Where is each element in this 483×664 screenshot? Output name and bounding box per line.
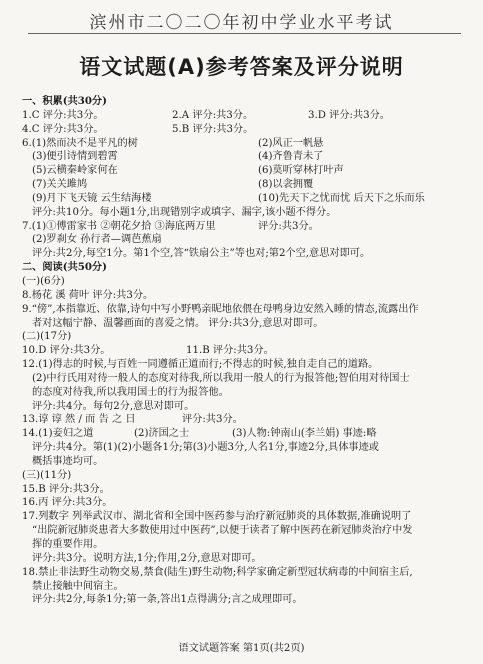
text-line: [22, 178, 469, 192]
page-footer: 语文试题答案 第1页(共2页): [178, 643, 305, 654]
text-column: (4)齐鲁青未了: [258, 151, 324, 163]
text-column: 5.B 评分:共3分。: [172, 123, 254, 135]
header-divider: [28, 33, 461, 34]
text-line: 评分:共3分。说明方法,1分;作用,2分,意思对即可。: [32, 552, 262, 564]
text-line: [22, 109, 469, 123]
text-line: [22, 137, 469, 151]
text-line: [22, 164, 469, 178]
text-line: (二)(17分): [22, 331, 72, 343]
text-line: (2)中行氏用对待一般人的态度对待我,所以我用一般人的行为报答他;智伯用对待国士: [32, 372, 410, 384]
text-line: 评分:共2分,每条1分;第一条,答出1点得满分;言之成理即可。: [32, 594, 303, 606]
text-column: 10.D 评分:共3分。: [22, 345, 111, 357]
text-line: 12.(1)得志的时候,与百姓一同遵循正道而行;不得志的时候,独自走自己的道路。: [22, 359, 379, 371]
text-line: 17.列数字 列举武汉市、湖北省和全国中医药参与治疗新冠肺炎的具体数据,准确说明了: [22, 511, 412, 523]
text-column: 13.谆 谆 然 / 而 告 之 日: [22, 414, 136, 426]
text-line: 一、积累(共30分): [22, 95, 107, 107]
text-column: 1.C 评分:共3分。: [22, 109, 104, 121]
text-line: (三)(11分): [22, 469, 72, 481]
text-column: 6.(1)然而决不是平凡的树: [22, 137, 138, 149]
text-line: 禁止接触中间宿主。: [32, 580, 124, 592]
text-line: 16.丙 评分:共3分。: [22, 497, 113, 509]
text-column: (2)风正一帆悬: [258, 137, 324, 149]
text-column: 2.A 评分:共3分。: [172, 109, 254, 121]
text-line: [22, 123, 469, 137]
text-column: (5)云横秦岭家何在: [32, 165, 118, 177]
text-line: 18.禁止非法野生动物交易,禁食(陆生)野生动物;科学家确定新型冠状病毒的中间宿主后,: [22, 566, 413, 578]
text-line: 15.B 评分:共3分。: [22, 483, 110, 495]
text-line: 挥的重要作用。: [32, 539, 104, 550]
text-line: 评分:共4分。每句2分,意思对即可。: [32, 400, 195, 412]
text-line: 8.杨花 溪 荷叶 评分:共3分。: [22, 289, 154, 301]
text-column: 7.(1)①傅雷家书 ②朝花夕拾 ③海底两万里: [22, 220, 216, 232]
text-column: (3)人物:钟南山(李兰娟) 事迹:略: [232, 428, 377, 440]
text-line: [22, 344, 469, 358]
text-column: (2)济国之士: [134, 428, 190, 440]
text-column: (8)以衾拥覆: [258, 179, 314, 191]
document-title: 语文试题(A)参考答案及评分说明: [79, 55, 404, 79]
text-line: [22, 150, 469, 164]
text-column: (9)月下飞天镜 云生结海楼: [32, 192, 152, 204]
text-line: 的态度对待我,所以我用国士的行为报答他。: [32, 386, 229, 398]
text-line: 概括事迹均可。: [32, 455, 104, 467]
exam-header: 滨州市二〇二〇年初中学业水平考试: [89, 13, 394, 33]
text-column: 评分:共3分。: [258, 220, 319, 232]
answer-key-body: [22, 95, 469, 607]
text-line: [22, 192, 469, 206]
text-line: [22, 413, 469, 427]
text-column: 评分:共3分。: [182, 414, 243, 426]
text-column: (6)莫听穿林打叶声: [258, 165, 344, 177]
text-line: 评分:共2分,每空1分。第1个空,答“铁扇公主”等也对;第2个空,意思对即可。: [32, 248, 371, 260]
text-column: 3.D 评分:共3分。: [308, 109, 390, 121]
text-line: 二、阅读(共50分): [22, 261, 107, 274]
text-line: “出院新冠肺炎患者大多数使用过中医药”,以便于读者了解中医药在新冠肺炎治疗中发: [32, 525, 413, 537]
text-column: (3)便引诗情到碧霄: [32, 151, 118, 163]
text-line: 9.“傍”,本指靠近、依靠,诗句中写小野鸭亲昵地依偎在母鸭身边安然入睡的情态,流露出作: [22, 303, 419, 315]
text-column: (7)关关雎鸠: [32, 179, 88, 191]
text-line: 者对这幅宁静、温馨画面的喜爱之情。 评分:共3分,意思对即可。: [32, 317, 324, 329]
text-column: 4.C 评分:共3分。: [22, 123, 104, 135]
text-line: 评分:共10分。每小题1分,出现错别字或填字、漏字,该小题不得分。: [32, 206, 337, 218]
text-line: [22, 427, 469, 441]
text-line: (一)(6分): [22, 275, 65, 287]
text-column: (10)先天下之忧而忧 后天下之乐而乐: [258, 192, 425, 204]
text-line: (2)罗刹女 孙行者—调芭蕉扇: [32, 234, 162, 246]
text-line: [22, 220, 469, 234]
text-column: 14.(1)妾妇之道: [22, 428, 94, 440]
text-column: 11.B 评分:共3分。: [186, 345, 274, 357]
text-line: 评分:共4分。第(1)(2)小题各1分;第(3)小题3分,人名1分,事迹2分,具体事迹或: [32, 442, 379, 454]
